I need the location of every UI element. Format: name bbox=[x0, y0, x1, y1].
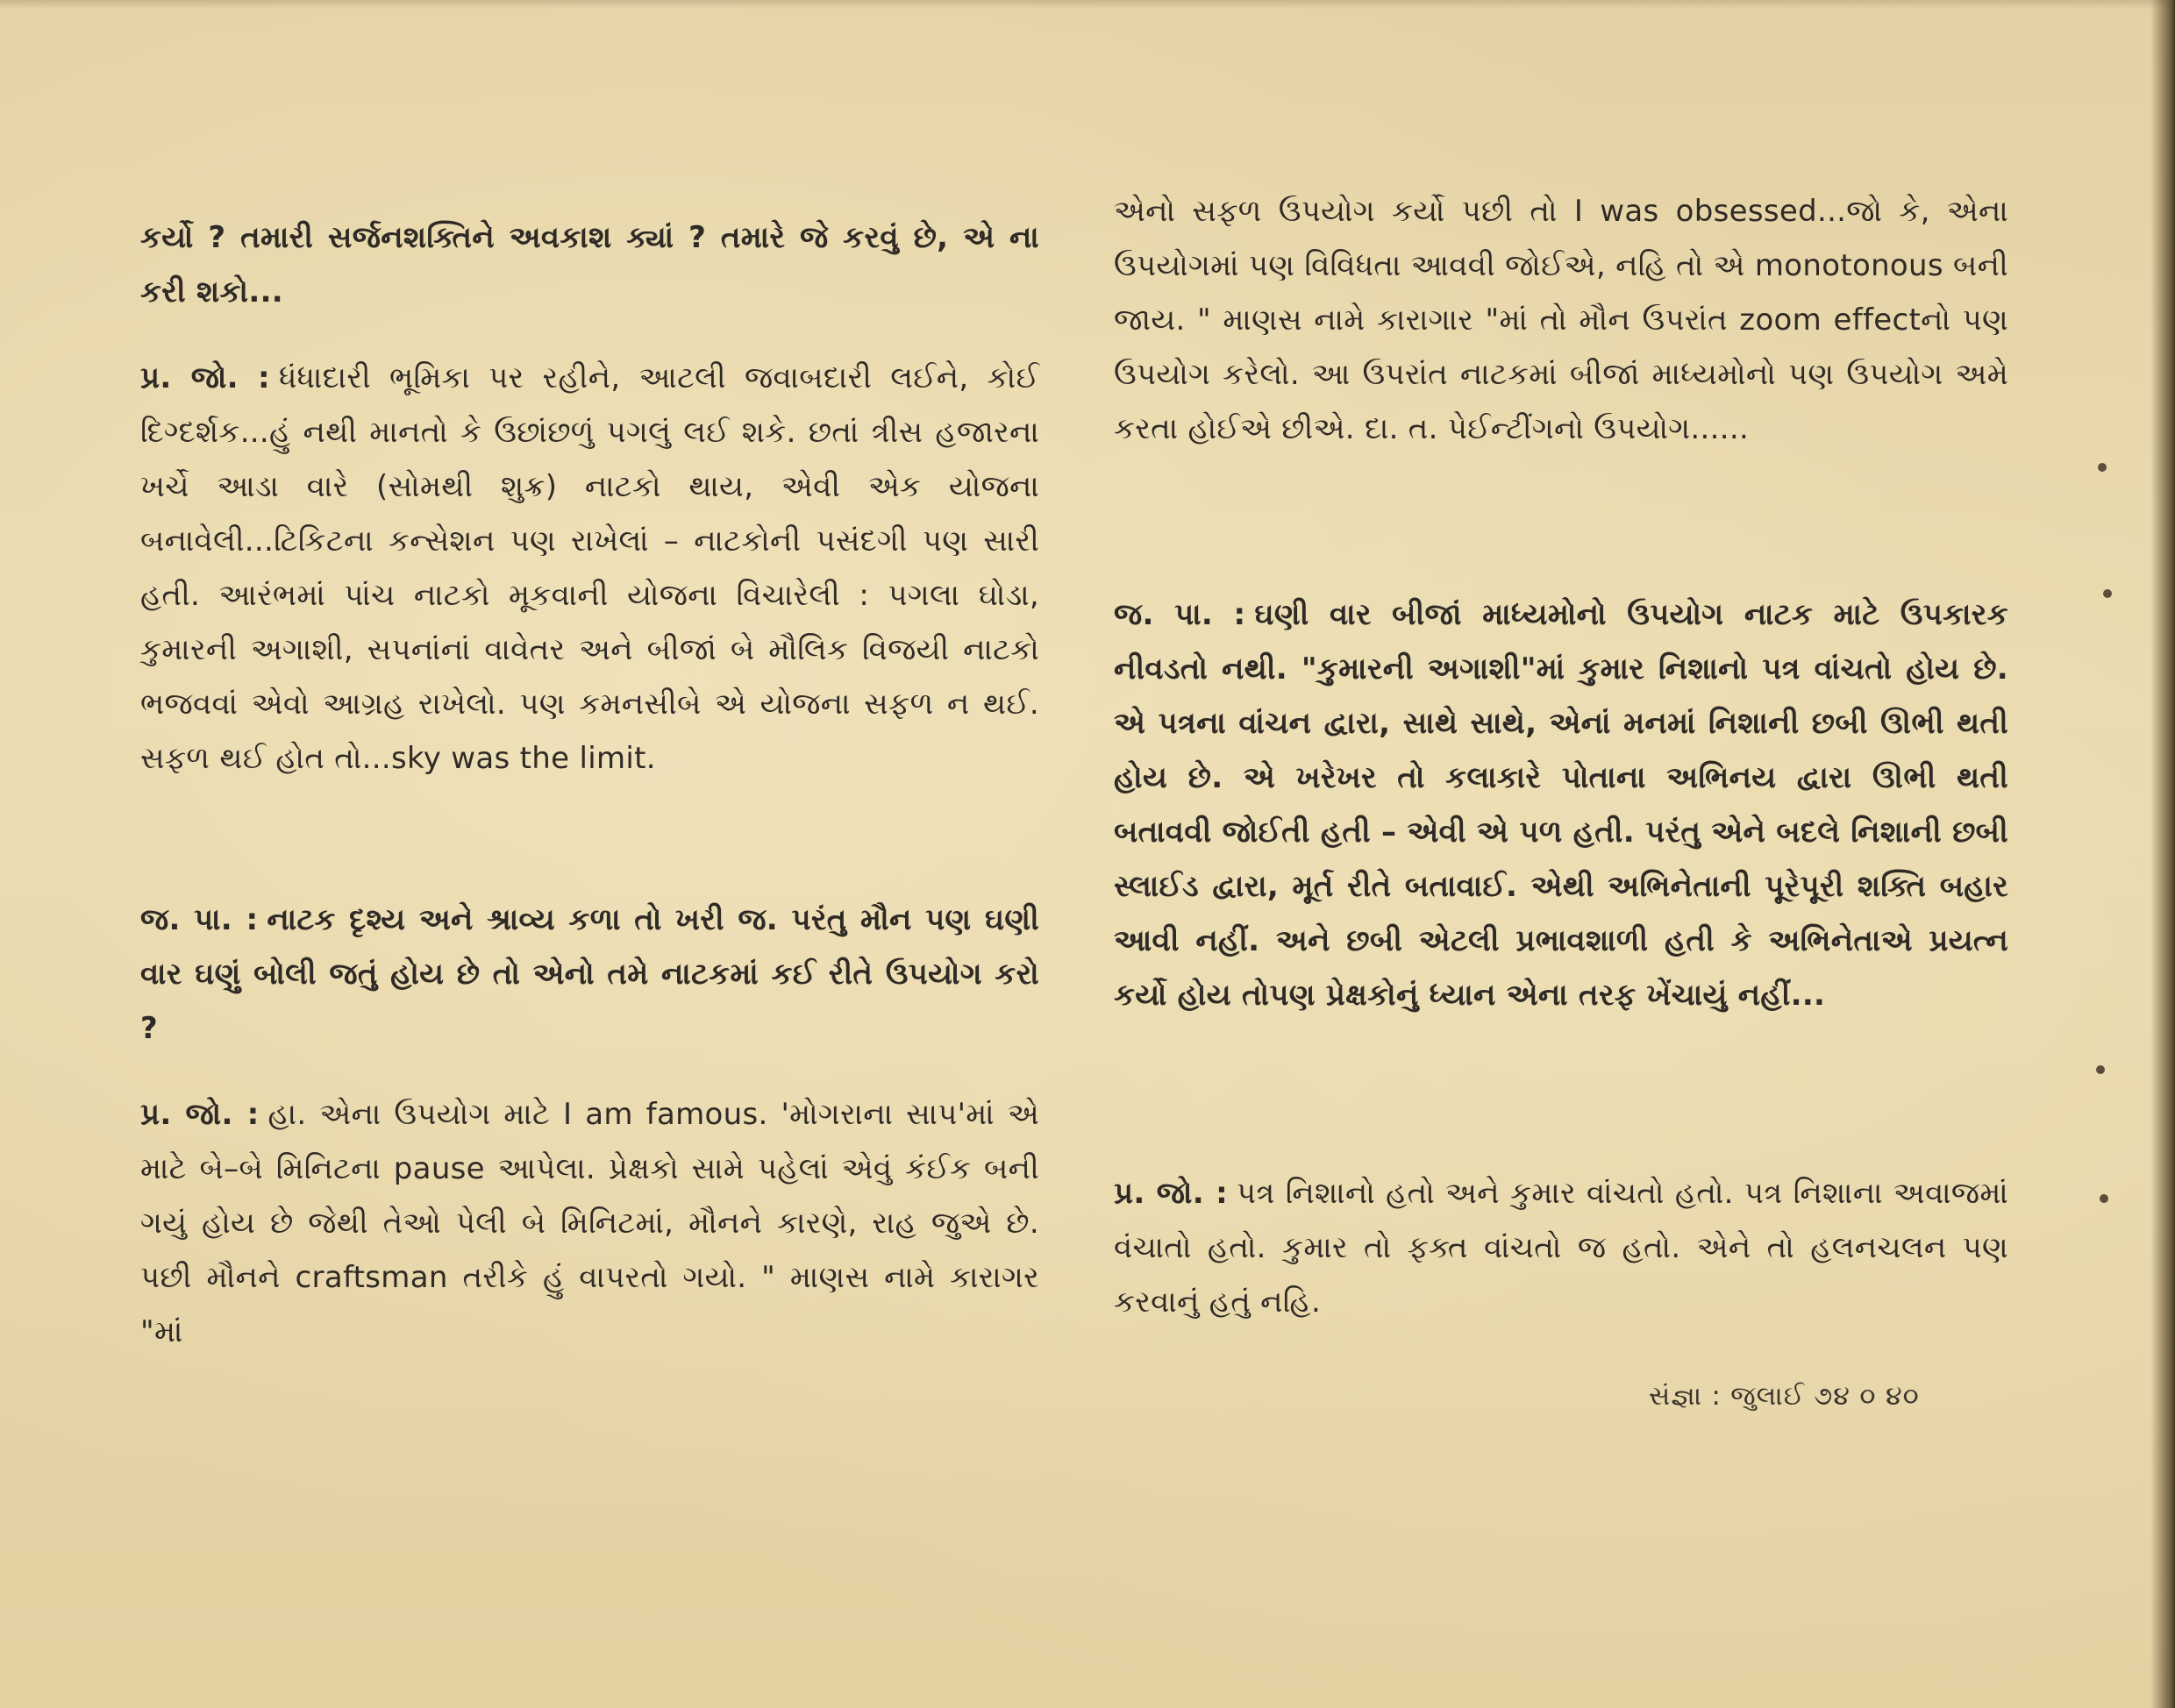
binding-hole-mark bbox=[2103, 589, 2112, 598]
speaker-label: પ્ર. જો. : bbox=[140, 1097, 260, 1132]
left-paragraph-2 bbox=[140, 893, 1039, 1056]
speaker-label: જ. પા. : bbox=[1114, 597, 1246, 632]
right-paragraph-1 bbox=[1114, 184, 2008, 456]
page-footer: સંજ્ઞા : જુલાઈ ૭૪ ૦ ૪૦ bbox=[1649, 1381, 1920, 1412]
right-paragraph-2-text: ઘણી વાર બીજાં માધ્યમોનો ઉપયોગ નાટક માટે ઉપકારક નીવડતો નથી. "કુમારની અગાશી"માં કુમાર નિશાનો પત્ર વાંચતો હોય છે. એ પત્રના વાંચન દ્વારા, સાથે સાથે, એનાં મનમાં નિશાની છબી ઊભી થતી હોય છે. એ ખરેખર તો કલાકારે પોતાના અભિનય દ્વારા ઊભી થતી બતાવવી જોઈતી હતી – એવી એ પળ હતી. પરંતુ એને બદલે નિશાની છબી સ્લાઈડ દ્વારા, મૂર્ત રીતે બતાવાઈ. એથી અભિનેતાની પૂરેપૂરી શક્તિ બહાર આવી નહીં. અને છબી એટલી પ્રભાવશાળી હતી કે અભિનેતાએ પ્રયત્ન કર્યો હોય તોપણ પ્રેક્ષકોનું ધ્યાન એના તરફ ખેંચાયું નહીં... bbox=[1114, 597, 2008, 1013]
binding-hole-mark bbox=[2100, 1194, 2108, 1203]
left-intro-text: કર્યો ? તમારી સર્જનશક્તિને અવકાશ ક્યાં ? તમારે જે કરવું છે, એ ના કરી શકો... bbox=[140, 220, 1039, 310]
speaker-label: પ્ર. જો. : bbox=[140, 360, 270, 395]
right-paragraph-3-text: પત્ર નિશાનો હતો અને કુમાર વાંચતો હતો. પત્ર નિશાના અવાજમાં વંચાતો હતો. કુમાર તો ફક્ત વાંચતો જ હતો. એને તો હલનચલન પણ કરવાનું હતું નહિ. bbox=[1114, 1176, 2008, 1320]
binding-edge bbox=[2150, 0, 2175, 1708]
right-paragraph-3 bbox=[1114, 1166, 2008, 1329]
binding-hole-mark bbox=[2096, 1065, 2105, 1074]
left-paragraph-3 bbox=[140, 1087, 1039, 1359]
left-intro-paragraph bbox=[140, 210, 1039, 319]
left-paragraph-3-text: હા. એના ઉપયોગ માટે I am famous. 'મોગરાના સાપ'માં એ માટે બે–બે મિનિટના pause આપેલા. પ્રેક્ષકો સામે પહેલાં એવું કંઈક બની ગયું હોય છે જેથી તેઓ પેલી બે મિનિટમાં, મૌનને કારણે, રાહ જુએ છે. પછી મૌનને craftsman તરીકે હું વાપરતો ગયો. " માણસ નામે કારાગર "માં bbox=[140, 1097, 1039, 1349]
right-paragraph-2 bbox=[1114, 587, 2008, 1022]
right-paragraph-1-text: એનો સફળ ઉપયોગ કર્યો પછી તો I was obsessed...જો કે, એના ઉપયોગમાં પણ વિવિધતા આવવી જોઈએ, નહિ તો એ monotonous બની જાય. " માણસ નામે કારાગાર "માં તો મૌન ઉપરાંત zoom effectનો પણ ઉપયોગ કરેલો. આ ઉપરાંત નાટકમાં બીજાં માધ્યમોનો પણ ઉપયોગ અમે કરતા હોઈએ છીએ. દા. ત. પેઈન્ટીંગનો ઉપયોગ...... bbox=[1114, 194, 2008, 446]
binding-hole-mark bbox=[2098, 463, 2107, 472]
speaker-label: પ્ર. જો. : bbox=[1114, 1176, 1229, 1211]
left-paragraph-1-text: ધંધાદારી ભૂમિકા પર રહીને, આટલી જવાબદારી લઈને, કોઈ દિગ્દર્શક...હું નથી માનતો કે ઉછાંછળું પગલું લઈ શકે. છતાં ત્રીસ હજારના ખર્ચે આડા વારે (સોમથી શુક્ર) નાટકો થાય, એવી એક યોજના બનાવેલી...ટિકિટના કન્સેશન પણ રાખેલાં – નાટકોની પસંદગી પણ સારી હતી. આરંભમાં પાંચ નાટકો મૂકવાની યોજના વિચારેલી : પગલા ઘોડા, કુમારની અગાશી, સપનાંનાં વાવેતર અને બીજાં બે મૌલિક વિજયી નાટકો ભજવવાં એવો આગ્રહ રાખેલો. પણ કમનસીબે એ યોજના સફળ ન થઈ. સફળ થઈ હોત તો...sky was the limit. bbox=[140, 360, 1039, 776]
left-paragraph-1 bbox=[140, 351, 1039, 786]
left-paragraph-2-text: નાટક દૃશ્ય અને શ્રાવ્ય કળા તો ખરી જ. પરંતુ મૌન પણ ઘણી વાર ઘણું બોલી જતું હોય છે તો એનો તમે નાટકમાં કઈ રીતે ઉપયોગ કરો ? bbox=[140, 902, 1039, 1046]
top-edge-shadow bbox=[0, 0, 2175, 9]
speaker-label: જ. પા. : bbox=[140, 902, 259, 937]
